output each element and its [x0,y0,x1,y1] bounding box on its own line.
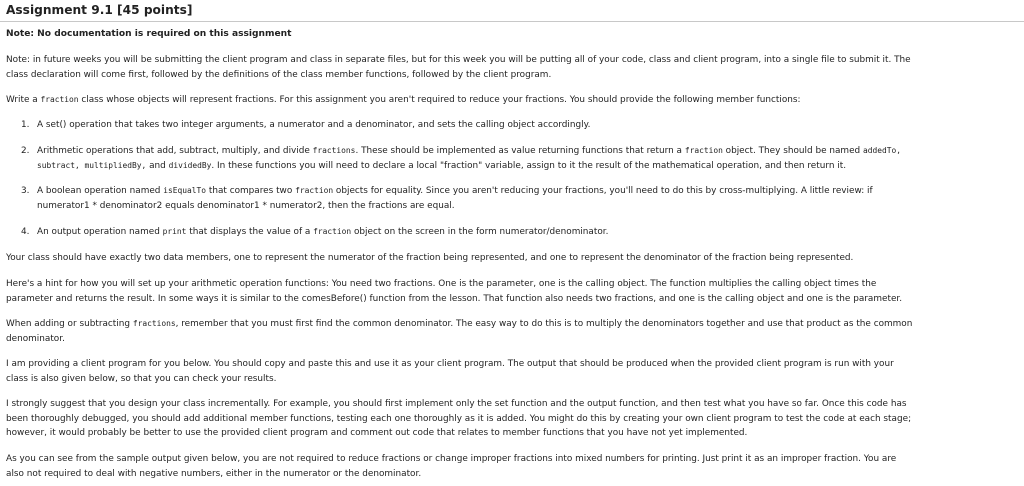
client-program-paragraph [6,357,1018,386]
class-intro-paragraph [6,93,1018,108]
list-item [21,144,1016,173]
hint-paragraph [6,277,1018,306]
paragraph-line: I am providing a client program for you below. You should copy and paste this and use it as your client program. The output that should be produced when the provided client program is run with your [6,359,894,369]
paragraph-line: parameter and returns the result. In some ways it is similar to the comesBefore() function from the lesson. That function also needs two fractions, and one is the calling object and one is the parameter. [6,293,903,304]
paragraph-line: I strongly suggest that you design your class incrementally. For example, you should first implement only the set function and the output function, and then test what you have so far. Once this code has [6,399,907,409]
code-fractions: fractions [312,146,356,155]
incremental-design-paragraph [6,397,1018,441]
title-divider [0,21,1024,22]
code-fraction: fraction [684,146,723,155]
sample-output-paragraph [6,452,1018,481]
paragraph-line: however, it would probably be better to use the provided client program and comment out code that relates to member functions that you have not yet implemented. [6,428,748,439]
text-run: that compares two [206,186,296,196]
paragraph-line: class declaration will come first, followed by the definitions of the class member functions, followed by the client program. [6,69,552,80]
list-item-body [37,225,1016,240]
text-run: object. They should be named [722,146,863,156]
text-run: A boolean operation named [37,186,164,196]
code-dividedby: dividedBy [168,160,212,170]
code-fraction: fraction [40,95,79,104]
paragraph-line [37,184,1016,199]
paragraph-line: been thoroughly debugged, you should add additional member functions, testing each one thoroughly as it is added. You might do this by creating your own client program to test the code at each stage; [6,413,912,424]
submission-note-paragraph [6,53,1018,82]
paragraph-line: Here's a hint for how you will set up your arithmetic operation functions: You need two fractions. One is the parameter, one is the calling object. The function multiplies the calling object times the [6,279,877,289]
list-number: 2. [21,146,30,156]
page-title: Assignment 9.1 [45 points] [6,3,193,17]
text-run: . These should be implemented as value returning functions that return a [355,146,685,156]
code-isequalto: isEqualTo [163,186,207,195]
common-denominator-paragraph [6,317,1018,346]
code-addedto: addedTo, [862,146,901,155]
list-item [21,225,1016,240]
text-run: When adding or subtracting [6,319,133,329]
paragraph-line: denominator. [6,333,65,344]
list-item [21,184,1016,213]
code-fraction: fraction [295,186,334,195]
title-bar [6,2,1018,23]
paragraph-line: class is also given below, so that you can check your results. [6,373,277,384]
text-run: , remember that you must first find the common denominator. The easy way to do this is to multiply the denominators together and use that product as the common [175,319,913,329]
paragraph-line: Your class should have exactly two data members, one to represent the numerator of the fraction being represented, and one to represent the denominator of the fraction being represented. [6,253,854,263]
list-number: 3. [21,186,30,196]
list-item-body [37,184,1016,213]
paragraph-line [37,159,1016,174]
list-item [21,118,1016,133]
paragraph-line: As you can see from the sample output given below, you are not required to reduce fractions or change improper fractions into mixed numbers for printing. Just print it as an improper fraction. You are [6,454,897,464]
text-run: objects for equality. Since you aren't reducing your fractions, you'll need to do this by cross-multiplying. A little review: if [333,186,873,196]
code-print: print [162,227,187,236]
list-number: 1. [21,120,30,130]
paragraph-line [37,144,1016,159]
list-item-body [37,144,1016,173]
text-run: An output operation named [37,227,163,237]
code-subtract-multipliedby: subtract, multipliedBy, [37,160,147,170]
text-run: Arithmetic operations that add, subtract, multiply, and divide [37,146,313,156]
list-item-body [37,118,1016,133]
code-fraction: fraction [313,227,352,236]
text-run: and [146,160,169,171]
paragraph-line: A set() operation that takes two integer arguments, a numerator and a denominator, and sets the calling object accordingly. [37,120,591,130]
text-run: Write a [6,95,41,105]
code-fractions: fractions [132,319,176,328]
text-run: object on the screen in the form numerator/denominator. [351,227,609,237]
paragraph-line: numerator1 * denominator2 equals denominator1 * numerator2, then the fractions are equal. [37,200,455,211]
text-run: . In these functions you will need to declare a local "fraction" variable, assign to it the result of the mathematical operation, and then return it. [211,160,847,171]
paragraph-line [6,317,1018,332]
paragraph-line: also not required to deal with negative numbers, either in the numerator or the denominator. [6,468,422,479]
text-run: class whose objects will represent fractions. For this assignment you aren't required to reduce your fractions. You should provide the following member functions: [78,95,801,105]
paragraph-line: Note: in future weeks you will be submitting the client program and class in separate files, but for this week you will be putting all of your code, class and client program, into a single file to submit it. The [6,55,911,65]
list-number: 4. [21,227,30,237]
paragraph-line [6,93,1018,108]
paragraph-line [37,225,1016,240]
text-run: that displays the value of a [186,227,314,237]
data-members-paragraph [6,251,1018,266]
documentation-note: Note: No documentation is required on this assignment [6,29,292,39]
